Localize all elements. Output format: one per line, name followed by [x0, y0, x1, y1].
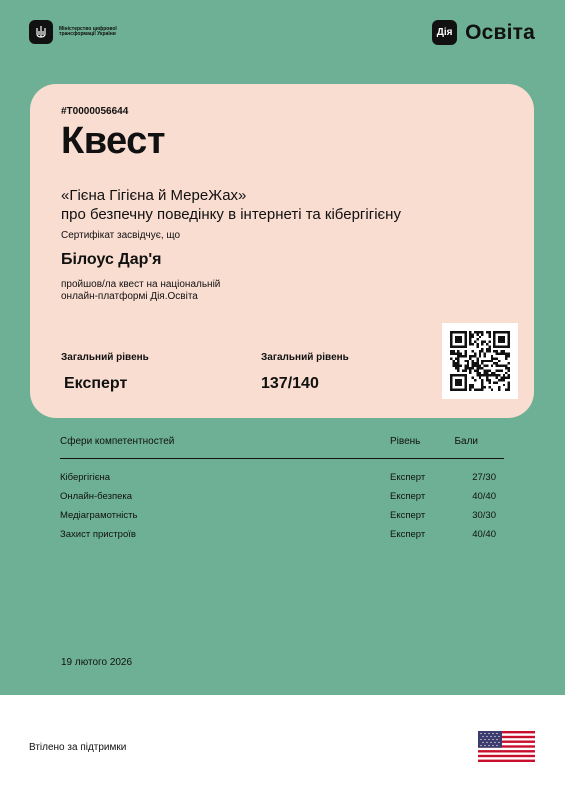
header-area: Сфери компетентностей — [60, 436, 175, 447]
overall-score-value: 137/140 — [261, 375, 319, 392]
row-score: 30/30 — [472, 510, 496, 521]
row-level: Експерт — [390, 491, 426, 502]
overall-level-label: Загальний рівень — [61, 352, 149, 363]
diia-osvita-logo — [432, 20, 535, 45]
row-score: 40/40 — [472, 529, 496, 540]
us-flag-icon — [478, 731, 535, 762]
passed-line-1: пройшов/ла квест на національній — [61, 279, 221, 290]
row-level: Експерт — [390, 529, 426, 540]
certifies-text: Сертифікат засвідчує, що — [61, 230, 181, 241]
row-area: Медіаграмотність — [60, 510, 138, 521]
ministry-block — [29, 20, 129, 44]
passed-line-2: онлайн-платформі Дія.Освіта — [61, 291, 198, 302]
certificate-card — [30, 84, 534, 418]
certificate-id: #T0000056644 — [61, 106, 129, 117]
recipient-name: Білоус Дар'я — [61, 251, 162, 268]
row-area: Кібергігієна — [60, 472, 111, 483]
table-row — [60, 510, 504, 529]
overall-level-value: Експерт — [64, 375, 128, 392]
header-score: Бали — [454, 436, 478, 447]
row-score: 40/40 — [472, 491, 496, 502]
trident-icon — [29, 20, 53, 44]
overall-score-label: Загальний рівень — [261, 352, 349, 363]
row-level: Експерт — [390, 472, 426, 483]
table-row — [60, 472, 504, 491]
quest-name: «Гієна Гігієна й МереЖах» — [61, 187, 247, 204]
competencies-table — [60, 436, 504, 548]
ministry-name: Міністерство цифрової трансформації України — [59, 25, 117, 37]
diia-badge: Дія — [432, 20, 457, 45]
passed-text — [61, 279, 281, 303]
table-header — [60, 436, 504, 459]
qr-code[interactable] — [442, 323, 518, 399]
issue-date: 19 лютого 2026 — [61, 657, 133, 668]
row-area: Захист пристроїв — [60, 529, 136, 540]
support-text: Втілено за підтримки — [29, 742, 127, 753]
header-level: Рівень — [390, 436, 421, 447]
osvita-wordmark: Освіта — [465, 20, 535, 44]
row-score: 27/30 — [472, 472, 496, 483]
row-area: Онлайн-безпека — [60, 491, 133, 502]
table-row — [60, 529, 504, 548]
quest-topic: про безпечну поведінку в інтернеті та кібергігієну — [61, 206, 401, 223]
row-level: Експерт — [390, 510, 426, 521]
table-row — [60, 491, 504, 510]
quest-subtitle — [61, 186, 521, 224]
certificate-title: Квест — [61, 120, 165, 162]
